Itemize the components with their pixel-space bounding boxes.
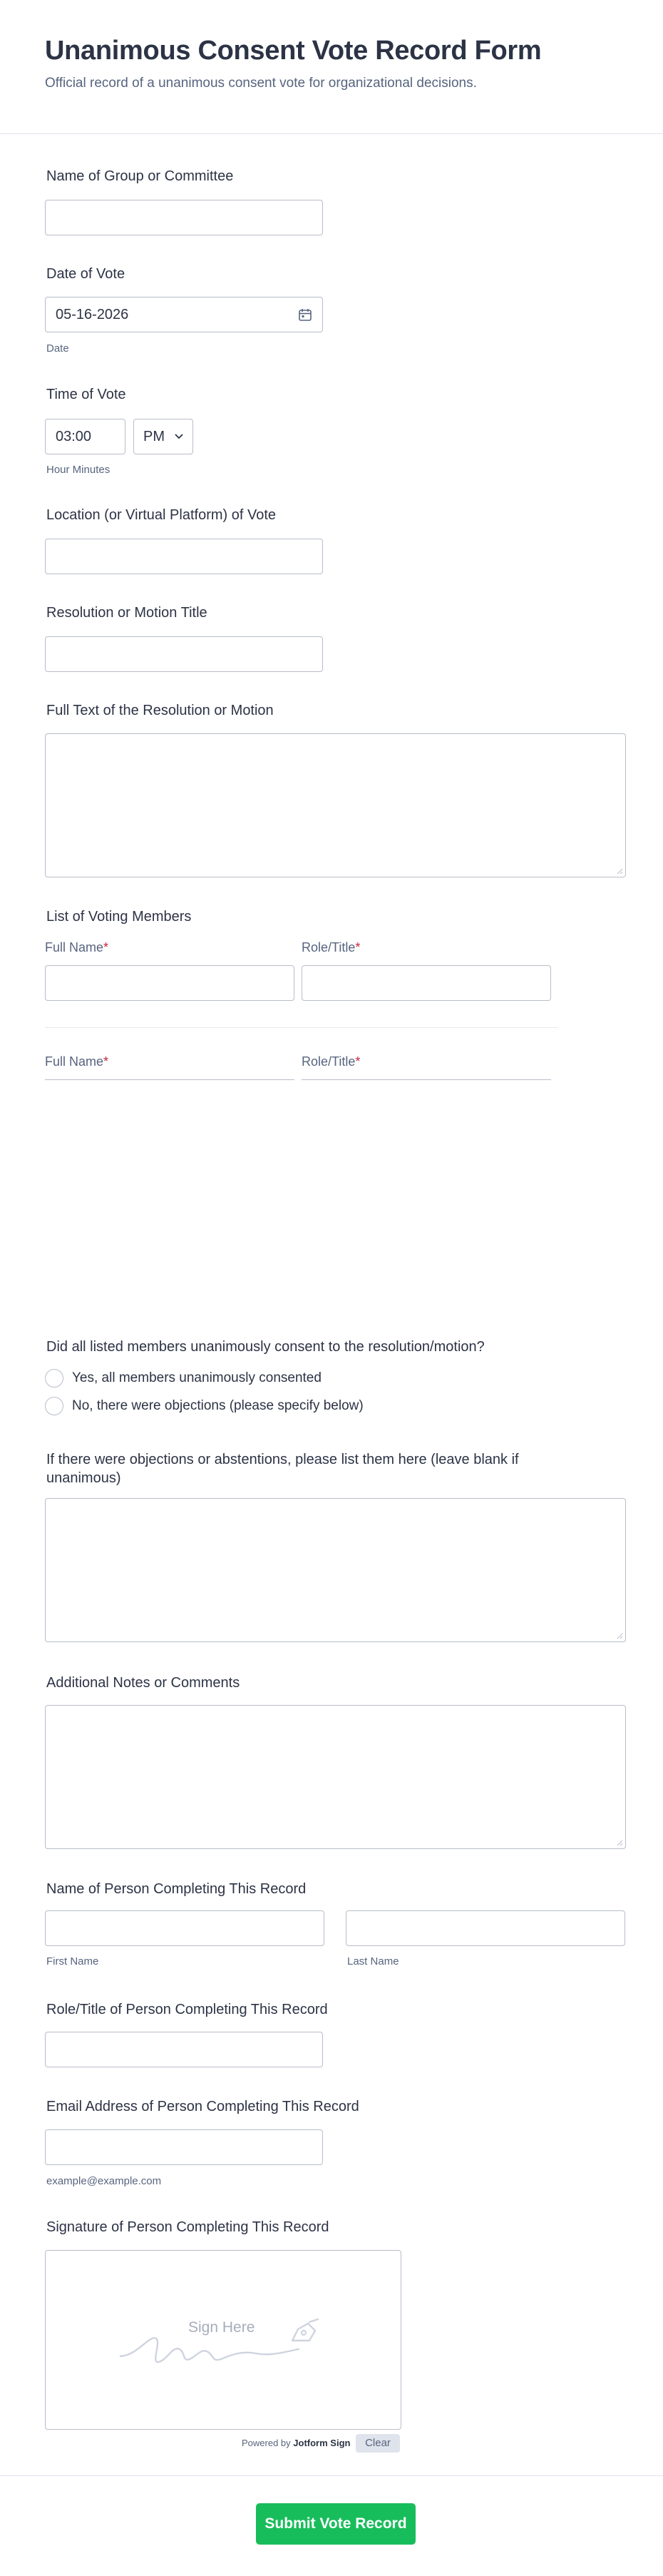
radio-yes[interactable] [45, 1369, 63, 1388]
first-name-input[interactable] [45, 1910, 324, 1946]
member-divider [45, 1027, 558, 1028]
first-name-sublabel: First Name [46, 1955, 99, 1967]
member-1-role-input[interactable] [302, 965, 551, 1001]
member-2-full-name-input[interactable] [45, 1079, 294, 1080]
consent-option-no[interactable] [45, 1396, 364, 1416]
last-name-sublabel: Last Name [347, 1955, 399, 1967]
voting-members-label: List of Voting Members [46, 909, 192, 925]
email-sublabel: example@example.com [46, 2175, 162, 2187]
consent-option-yes-label: Yes, all members unanimously consented [72, 1370, 322, 1385]
objections-label: If there were objections or abstentions, please list them here (leave blank if unanimous) [46, 1452, 519, 1486]
last-name-input[interactable] [346, 1910, 625, 1946]
member-2-full-name-label: Full Name* [45, 1054, 109, 1069]
calendar-icon[interactable] [298, 307, 312, 322]
date-label: Date of Vote [46, 266, 125, 282]
ampm-select[interactable] [133, 419, 193, 454]
notes-label: Additional Notes or Comments [46, 1675, 240, 1691]
ampm-value: PM [143, 429, 165, 444]
member-1-full-name-input[interactable] [45, 965, 294, 1001]
clear-signature-button[interactable]: Clear [356, 2434, 400, 2453]
member-1-full-name-label: Full Name* [45, 940, 109, 954]
time-sublabel: Hour Minutes [46, 464, 110, 476]
form-title: Unanimous Consent Vote Record Form [45, 36, 542, 66]
jotform-sign-brand: Jotform Sign [293, 2438, 351, 2448]
location-input[interactable] [45, 539, 323, 574]
resolution-title-input[interactable] [45, 636, 323, 672]
email-label: Email Address of Person Completing This Record [46, 2099, 359, 2114]
member-2-role-label: Role/Title* [302, 1054, 361, 1069]
completer-role-label: Role/Title of Person Completing This Record [46, 2002, 328, 2017]
date-value: 05-16-2026 [56, 307, 129, 322]
consent-option-no-label: No, there were objections (please specify below) [72, 1398, 364, 1413]
location-label: Location (or Virtual Platform) of Vote [46, 507, 277, 523]
full-text-label: Full Text of the Resolution or Motion [46, 703, 274, 718]
objections-textarea[interactable] [45, 1498, 626, 1642]
chevron-down-icon [174, 433, 184, 440]
resize-handle-icon[interactable] [616, 1839, 623, 1846]
completer-role-input[interactable] [45, 2032, 323, 2067]
pen-icon [288, 2316, 321, 2345]
completer-name-label: Name of Person Completing This Record [46, 1881, 307, 1897]
full-text-textarea[interactable] [45, 733, 626, 877]
consent-option-yes[interactable] [45, 1368, 322, 1388]
notes-textarea[interactable] [45, 1705, 626, 1849]
date-input[interactable] [45, 297, 323, 332]
date-sublabel: Date [46, 342, 69, 355]
signature-hint: Sign Here [188, 2319, 255, 2336]
resize-handle-icon[interactable] [616, 867, 623, 875]
group-name-label: Name of Group or Committee [46, 168, 234, 184]
resolution-title-label: Resolution or Motion Title [46, 605, 207, 621]
resize-handle-icon[interactable] [616, 1632, 623, 1639]
consent-label: Did all listed members unanimously consent to the resolution/motion? [46, 1339, 485, 1355]
group-name-input[interactable] [45, 200, 323, 235]
signature-label: Signature of Person Completing This Record [46, 2219, 329, 2235]
email-input[interactable] [45, 2129, 323, 2165]
member-2-role-input[interactable] [302, 1079, 551, 1080]
powered-by: Powered by Jotform Sign [242, 2438, 351, 2448]
time-label: Time of Vote [46, 387, 126, 402]
member-1-role-label: Role/Title* [302, 940, 361, 954]
form-subtitle: Official record of a unanimous consent vote for organizational decisions. [45, 76, 477, 91]
radio-no[interactable] [45, 1397, 63, 1415]
footer-divider [0, 2475, 663, 2476]
submit-button[interactable]: Submit Vote Record [256, 2503, 416, 2545]
form-header [0, 0, 663, 134]
time-input[interactable] [45, 419, 125, 454]
time-value: 03:00 [56, 429, 92, 444]
signature-pad[interactable] [45, 2250, 401, 2430]
